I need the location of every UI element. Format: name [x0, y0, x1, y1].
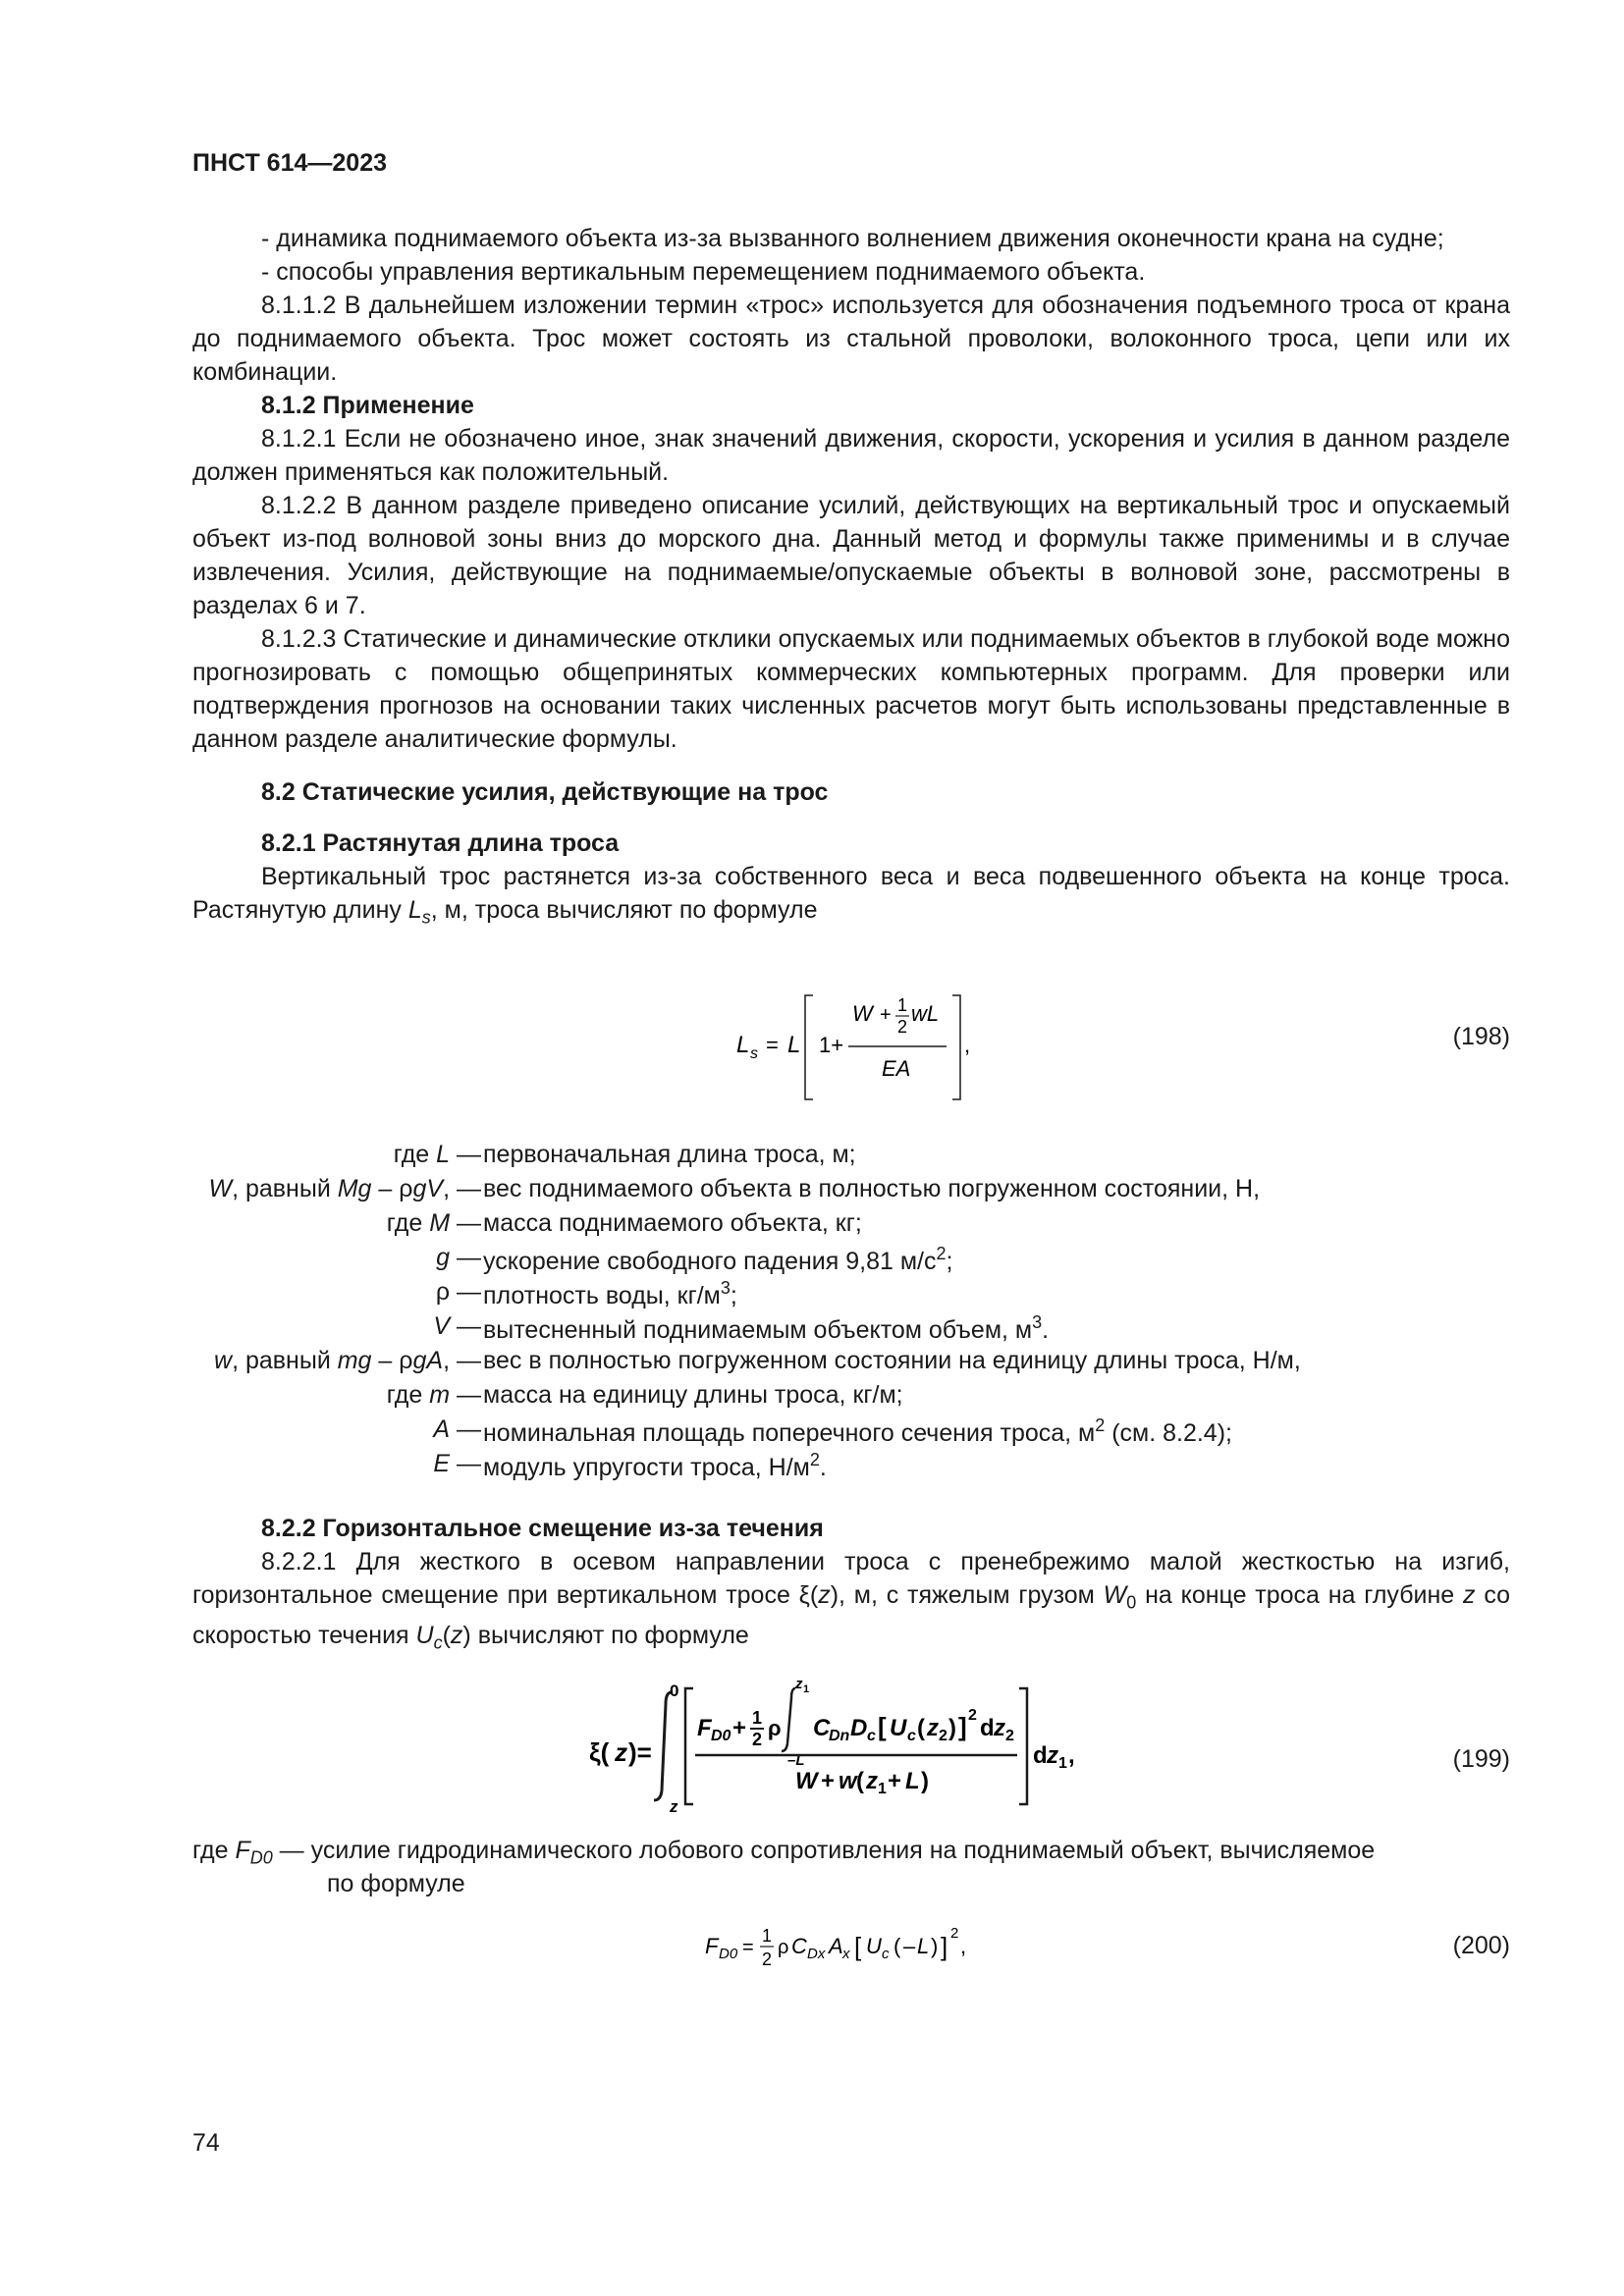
svg-text:A: A	[829, 1934, 843, 1958]
svg-text:–L: –L	[787, 1752, 805, 1769]
svg-text:d: d	[1033, 1742, 1048, 1769]
svg-text:[: [	[878, 1712, 887, 1741]
svg-text:Dx: Dx	[807, 1946, 826, 1962]
svg-text:2: 2	[939, 1728, 947, 1744]
where-row	[0, 1175, 1624, 1208]
where-row	[0, 1347, 1624, 1380]
svg-text:C: C	[813, 1715, 831, 1741]
svg-text:U: U	[866, 1934, 882, 1958]
paragraph-8-2-1: Вертикальный трос растянется из-за собственного веса и веса подвешенного объекта на конце троса. Растянутую длину $L_s$, м, троса вычисляют по формуле	[192, 863, 1510, 928]
svg-text:2: 2	[752, 1730, 763, 1749]
svg-text:–: –	[903, 1934, 916, 1958]
svg-text:ρ: ρ	[768, 1716, 782, 1740]
paragraph-8-1-2-3: 8.1.2.3 Статические и динамические отклики опускаемых или поднимаемых объектов в глубокой воде можно прогнозировать с помощью общепринятых коммерческих компьютерных программ. Для проверки или подтверждения прогнозов на основании таких численных расчетов могут быть использованы представленные в данном разделе аналитические формулы.	[192, 625, 1510, 753]
paragraph-bullet-1: - динамика поднимаемого объекта из-за вызванного волнением движения оконечности крана на судне;	[261, 225, 1444, 252]
paragraph-8-1-2-2: 8.1.2.2 В данном разделе приведено описание усилий, действующих на вертикальный трос и опускаемый объект из-под волновой зоны вниз до морского дна. Данный метод и формулы также применимы и в случае извлечения. Усилия, действующие на поднимаемые/опускаемые объекты в волновой зоне, рассмотрены в разделах 6 и 7.	[192, 492, 1510, 619]
where-definition: вес поднимаемого объекта в полностью погруженном состоянии, Н,	[483, 1175, 1261, 1202]
where-row	[0, 1278, 1624, 1311]
where-term: w, равный mg – ρgA, —	[214, 1347, 481, 1374]
svg-text:w: w	[839, 1768, 857, 1794]
svg-text:1: 1	[762, 1926, 773, 1946]
svg-text:,: ,	[960, 1934, 967, 1958]
svg-text:c: c	[882, 1946, 890, 1962]
svg-text:c: c	[907, 1728, 916, 1744]
svg-text:F: F	[705, 1934, 719, 1958]
svg-text:+: +	[732, 1715, 747, 1741]
svg-text:z: z	[670, 1797, 678, 1816]
equation-number-198: (198)	[1452, 1023, 1510, 1050]
where-definition: плотность воды, $кг/м^3$;	[483, 1278, 737, 1309]
svg-text:]: ]	[941, 1932, 948, 1961]
svg-text:c: c	[867, 1728, 876, 1744]
where-fd0: где $F_{D0}$ — усилие гидродинамического лобового сопротивления на поднимаемый объект, вычисляемое	[192, 1837, 1376, 1868]
svg-text:wL: wL	[911, 1001, 940, 1026]
svg-text:,: ,	[964, 1033, 971, 1057]
where-definition: масса на единицу длины троса, кг/м;	[483, 1381, 903, 1409]
where-definition: номинальная площадь поперечного сечения троса, $м^2$ (см. 8.2.4);	[483, 1415, 1232, 1447]
formula-199	[589, 1675, 1139, 1827]
svg-text:+: +	[880, 1004, 892, 1026]
where-row	[0, 1244, 1624, 1277]
where-definition: масса поднимаемого объекта, кг;	[483, 1209, 862, 1237]
svg-text:D0: D0	[719, 1946, 738, 1962]
svg-text:(: (	[893, 1934, 901, 1958]
where-row	[0, 1415, 1624, 1449]
svg-text:+: +	[821, 1768, 836, 1794]
svg-text:L: L	[787, 1032, 801, 1058]
svg-text:C: C	[791, 1934, 807, 1958]
body-text	[192, 222, 1510, 934]
svg-text:,: ,	[1068, 1742, 1075, 1769]
where-term: W, равный Mg – ρgV, —	[208, 1175, 481, 1202]
svg-text:z: z	[1047, 1742, 1058, 1769]
where-fd0-text: усилие гидродинамического лобового сопротивления на поднимаемый объект, вычисляемое	[310, 1837, 1376, 1864]
svg-text:ρ: ρ	[778, 1937, 789, 1958]
where-row	[0, 1381, 1624, 1415]
paragraph-8-1-1-2: 8.1.1.2 В дальнейшем изложении термин «трос» используется для обозначения подъемного троса от крана до поднимаемого объекта. Трос может состоять из стальной проволоки, волоконного троса, цепи или их комбинации.	[192, 292, 1510, 386]
equation-number-199: (199)	[1452, 1745, 1510, 1773]
paragraph-8-1-2-1: 8.1.2.1 Если не обозначено иное, знак значений движения, скорости, ускорения и усилия в данном разделе должен применяться как положительный.	[192, 425, 1510, 486]
where-term: ρ —	[435, 1278, 481, 1306]
where-row	[0, 1141, 1624, 1174]
where-definition: вес в полностью погруженном состоянии на единицу длины троса, Н/м,	[483, 1347, 1301, 1374]
where-fd0-text-2: по формуле	[327, 1870, 465, 1897]
svg-text:2: 2	[968, 1707, 977, 1724]
svg-text:2: 2	[1005, 1728, 1014, 1744]
svg-text:1: 1	[897, 995, 908, 1015]
page-number: 74	[192, 2129, 220, 2157]
svg-text:=: =	[742, 1937, 754, 1958]
svg-text:z: z	[994, 1715, 1005, 1741]
where-term: где L —	[393, 1141, 481, 1168]
svg-text:)=: )=	[628, 1737, 652, 1767]
where-term: E —	[433, 1450, 481, 1477]
svg-text:1: 1	[878, 1781, 887, 1797]
where-term: A —	[433, 1415, 481, 1443]
svg-text:F: F	[697, 1715, 712, 1741]
where-row	[0, 1312, 1624, 1346]
svg-text:W: W	[795, 1768, 818, 1794]
document-header: ПНСТ 614—2023	[192, 149, 387, 177]
svg-text:s: s	[750, 1045, 758, 1062]
svg-text:=: =	[766, 1033, 779, 1057]
where-term: V —	[433, 1312, 481, 1340]
svg-text:2: 2	[897, 1017, 908, 1037]
svg-text:(: (	[856, 1768, 864, 1794]
formula-200	[699, 1904, 1023, 1988]
where-definition: модуль упругости троса, $Н/м^2$.	[483, 1450, 827, 1481]
svg-text:1: 1	[1058, 1755, 1067, 1772]
svg-text:): )	[931, 1934, 939, 1958]
svg-text:L: L	[905, 1768, 920, 1794]
svg-text:0: 0	[670, 1682, 679, 1700]
where-term: g —	[436, 1244, 481, 1271]
svg-text:z: z	[866, 1768, 878, 1794]
svg-text:+: +	[888, 1768, 902, 1794]
svg-text:2: 2	[762, 1949, 773, 1969]
svg-text:D: D	[850, 1715, 868, 1741]
formula-198	[727, 982, 982, 1114]
svg-text:1+: 1+	[819, 1033, 844, 1057]
svg-text:z: z	[927, 1715, 939, 1741]
svg-text:1: 1	[752, 1708, 763, 1728]
svg-text:): )	[921, 1768, 929, 1794]
paragraph-bullet-2: - способы управления вертикальным перемещением поднимаемого объекта.	[261, 258, 1146, 286]
svg-text:]: ]	[958, 1712, 967, 1741]
svg-text:[: [	[854, 1932, 862, 1961]
svg-text:): )	[948, 1715, 956, 1741]
svg-text:ξ(: ξ(	[589, 1737, 610, 1767]
svg-text:d: d	[980, 1715, 995, 1741]
svg-text:2: 2	[950, 1925, 959, 1942]
equation-number-200: (200)	[1452, 1932, 1510, 1959]
svg-text:z: z	[615, 1737, 627, 1767]
heading-8-2-2: 8.2.2 Горизонтальное смещение из-за течения	[261, 1515, 824, 1542]
svg-text:L: L	[736, 1032, 750, 1058]
where-term: где M —	[386, 1209, 481, 1237]
where-definition: вытесненный поднимаемым объектом объем, $м^3$.	[483, 1312, 1050, 1344]
svg-text:1: 1	[803, 1683, 810, 1695]
svg-text:D0: D0	[711, 1728, 731, 1744]
svg-text:x: x	[842, 1946, 850, 1962]
svg-text:Dn: Dn	[829, 1728, 850, 1744]
svg-text:L: L	[917, 1934, 930, 1958]
where-term: где m —	[386, 1381, 481, 1409]
svg-text:EA: EA	[882, 1056, 911, 1081]
svg-text:U: U	[890, 1715, 907, 1741]
where-row	[0, 1209, 1624, 1243]
where-definition: первоначальная длина троса, м;	[483, 1141, 856, 1168]
svg-text:z: z	[795, 1676, 803, 1692]
section-8-2-2	[192, 1512, 1510, 1660]
where-row	[0, 1450, 1624, 1483]
svg-text:W: W	[852, 1001, 873, 1026]
where-definition: ускорение свободного падения 9,81 $м/с^2$;	[483, 1244, 953, 1275]
heading-8-2: 8.2 Статические усилия, действующие на трос	[261, 778, 829, 806]
paragraph-8-2-2-1: 8.2.2.1 Для жесткого в осевом направлении троса с пренебрежимо малой жесткостью на изгиб, горизонтальное смещение при вертикальном тросе ξ(z), м, с тяжелым грузом $W_0$ на конце троса на глубине z со скоростью течения $U_c(z)$ вычисляют по формуле	[192, 1548, 1511, 1653]
svg-text:(: (	[917, 1715, 925, 1741]
heading-8-2-1: 8.2.1 Растянутая длина троса	[261, 829, 620, 857]
heading-8-1-2: 8.1.2 Применение	[261, 392, 474, 419]
